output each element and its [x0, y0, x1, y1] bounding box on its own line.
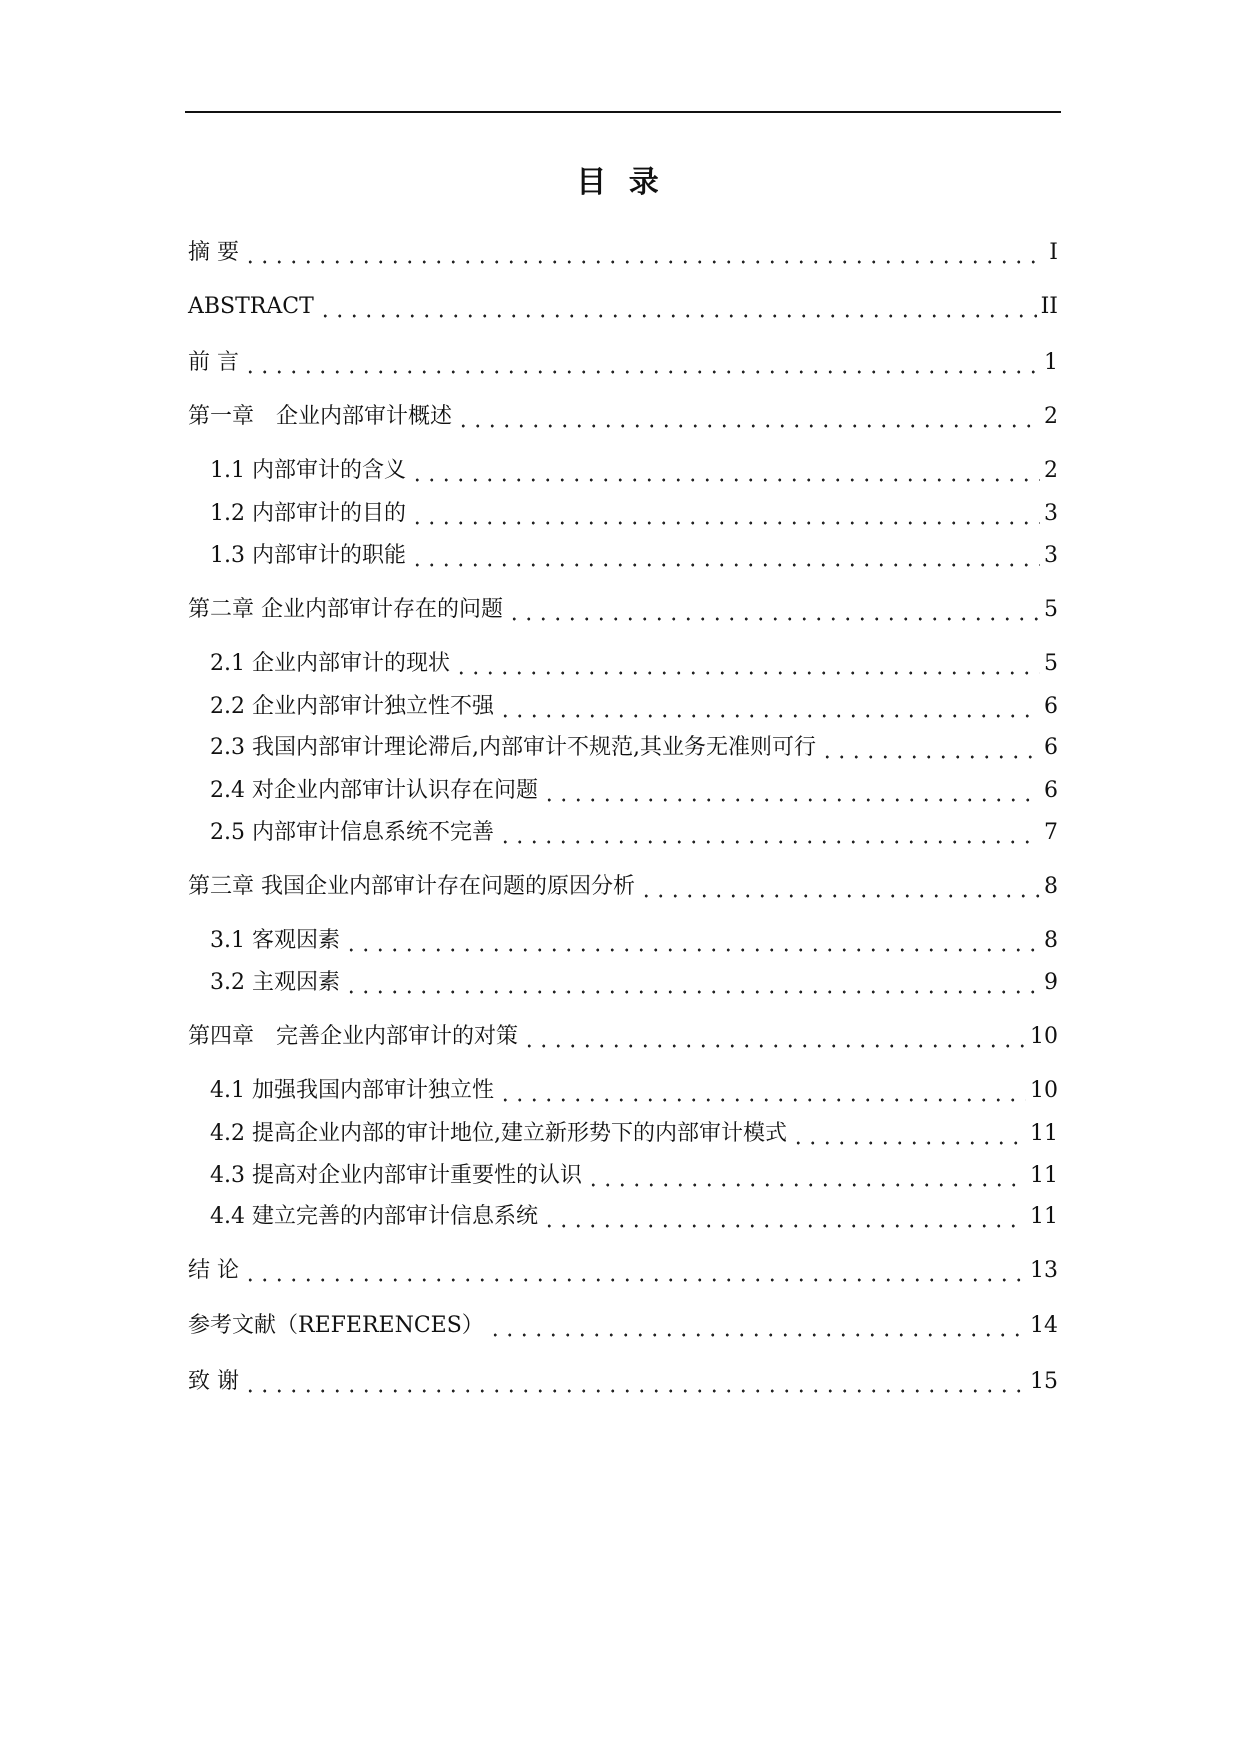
toc-entry-page: 6 — [1044, 694, 1058, 719]
dot-leader — [542, 1202, 1026, 1232]
toc-entry — [188, 1256, 1058, 1286]
dot-leader — [243, 348, 1040, 378]
toc-entry-label: 第一章 企业内部审计概述 — [188, 404, 453, 429]
dot-leader — [498, 818, 1040, 848]
toc-entry — [210, 692, 1058, 722]
dot-leader — [820, 733, 1040, 763]
toc-entry — [188, 595, 1058, 625]
toc-entry-page: 9 — [1044, 970, 1058, 995]
dot-leader — [410, 499, 1040, 529]
toc-entry-label: 致 谢 — [188, 1369, 239, 1394]
toc-entry — [210, 1119, 1058, 1149]
toc-entry-page: 8 — [1044, 928, 1058, 953]
header-rule — [185, 111, 1061, 113]
toc-entry-label: 1.2 内部审计的目的 — [210, 501, 406, 526]
toc-entry — [188, 348, 1058, 378]
toc-entry-page: 2 — [1044, 458, 1058, 483]
toc-entry — [188, 1311, 1058, 1341]
toc-entry-page: II — [1040, 294, 1058, 319]
dot-leader — [542, 776, 1040, 806]
toc-entry-page: 11 — [1030, 1121, 1058, 1146]
toc-entry-label: 4.2 提高企业内部的审计地位,建立新形势下的内部审计模式 — [210, 1121, 787, 1146]
dot-leader — [344, 926, 1040, 956]
dot-leader — [243, 238, 1045, 268]
toc-entry-page: 11 — [1030, 1204, 1058, 1229]
toc-entry-page: 5 — [1044, 651, 1058, 676]
dot-leader — [586, 1161, 1026, 1191]
dot-leader — [507, 595, 1040, 625]
toc-entry-label: 前 言 — [188, 350, 239, 375]
toc-entry-page: 13 — [1030, 1258, 1058, 1283]
toc-entry-page: 6 — [1044, 735, 1058, 760]
toc-entry-label: 1.3 内部审计的职能 — [210, 543, 406, 568]
toc-entry — [188, 1022, 1058, 1052]
toc-entry-label: 2.3 我国内部审计理论滞后,内部审计不规范,其业务无准则可行 — [210, 735, 816, 760]
dot-leader — [243, 1367, 1026, 1397]
dot-leader — [639, 872, 1040, 902]
toc-entry-page: 6 — [1044, 778, 1058, 803]
toc-entry — [210, 649, 1058, 679]
toc-entry-label: 第四章 完善企业内部审计的对策 — [188, 1024, 519, 1049]
dot-leader — [410, 456, 1040, 486]
toc-entry-page: 5 — [1044, 597, 1058, 622]
toc-entry — [210, 1161, 1058, 1191]
toc-entry — [210, 733, 1058, 763]
dot-leader — [410, 541, 1040, 571]
dot-leader — [318, 292, 1037, 322]
dot-leader — [454, 649, 1040, 679]
toc-entry-page: I — [1049, 240, 1058, 265]
toc-entry-label: 4.3 提高对企业内部审计重要性的认识 — [210, 1163, 582, 1188]
toc-entry-page: 1 — [1044, 350, 1058, 375]
dot-leader — [243, 1256, 1026, 1286]
toc-entry-label: 摘 要 — [188, 240, 239, 265]
toc-entry — [188, 292, 1058, 322]
toc-entry-label: 第二章 企业内部审计存在的问题 — [188, 597, 503, 622]
toc-entry-label: 2.4 对企业内部审计认识存在问题 — [210, 778, 538, 803]
dot-leader — [791, 1119, 1026, 1149]
toc-entry-page: 8 — [1044, 874, 1058, 899]
toc-entry-label: 1.1 内部审计的含义 — [210, 458, 406, 483]
toc-entry-page: 10 — [1030, 1078, 1058, 1103]
toc-entry — [210, 499, 1058, 529]
toc-entry — [188, 872, 1058, 902]
toc-entry-label: 结 论 — [188, 1258, 239, 1283]
toc-entry — [210, 968, 1058, 998]
dot-leader — [344, 968, 1040, 998]
toc-entry-label: 参考文献（REFERENCES） — [188, 1313, 484, 1338]
toc-entry-page: 14 — [1030, 1313, 1058, 1338]
toc-entry-label: 4.4 建立完善的内部审计信息系统 — [210, 1204, 538, 1229]
toc-entry-label: 2.2 企业内部审计独立性不强 — [210, 694, 494, 719]
toc-entry — [210, 818, 1058, 848]
toc-entry — [188, 238, 1058, 268]
dot-leader — [498, 692, 1040, 722]
toc-entry-label: 4.1 加强我国内部审计独立性 — [210, 1078, 494, 1103]
dot-leader — [456, 402, 1040, 432]
toc-entry — [210, 776, 1058, 806]
toc-entry-label: 2.1 企业内部审计的现状 — [210, 651, 450, 676]
toc-entry-page: 11 — [1030, 1163, 1058, 1188]
toc-entry — [188, 402, 1058, 432]
toc-entry — [188, 1367, 1058, 1397]
toc-entry — [210, 541, 1058, 571]
toc-entry — [210, 456, 1058, 486]
dot-leader — [522, 1022, 1026, 1052]
toc-entry-page: 15 — [1030, 1369, 1058, 1394]
toc-entry-page: 3 — [1044, 543, 1058, 568]
toc-entry-label: 3.1 客观因素 — [210, 928, 340, 953]
toc-entry-label: 3.2 主观因素 — [210, 970, 340, 995]
toc-entry-page: 7 — [1044, 820, 1058, 845]
dot-leader — [498, 1076, 1026, 1106]
toc-entry-label: 2.5 内部审计信息系统不完善 — [210, 820, 494, 845]
toc-entry-page: 10 — [1030, 1024, 1058, 1049]
toc-entry — [210, 1202, 1058, 1232]
toc-entry-page: 2 — [1044, 404, 1058, 429]
toc-entry-label: 第三章 我国企业内部审计存在问题的原因分析 — [188, 874, 635, 899]
toc-entry-label: ABSTRACT — [188, 294, 314, 319]
page-title: 目 录 — [576, 165, 665, 200]
toc-entry — [210, 1076, 1058, 1106]
toc-entry-page: 3 — [1044, 501, 1058, 526]
dot-leader — [488, 1311, 1026, 1341]
toc-entry — [210, 926, 1058, 956]
